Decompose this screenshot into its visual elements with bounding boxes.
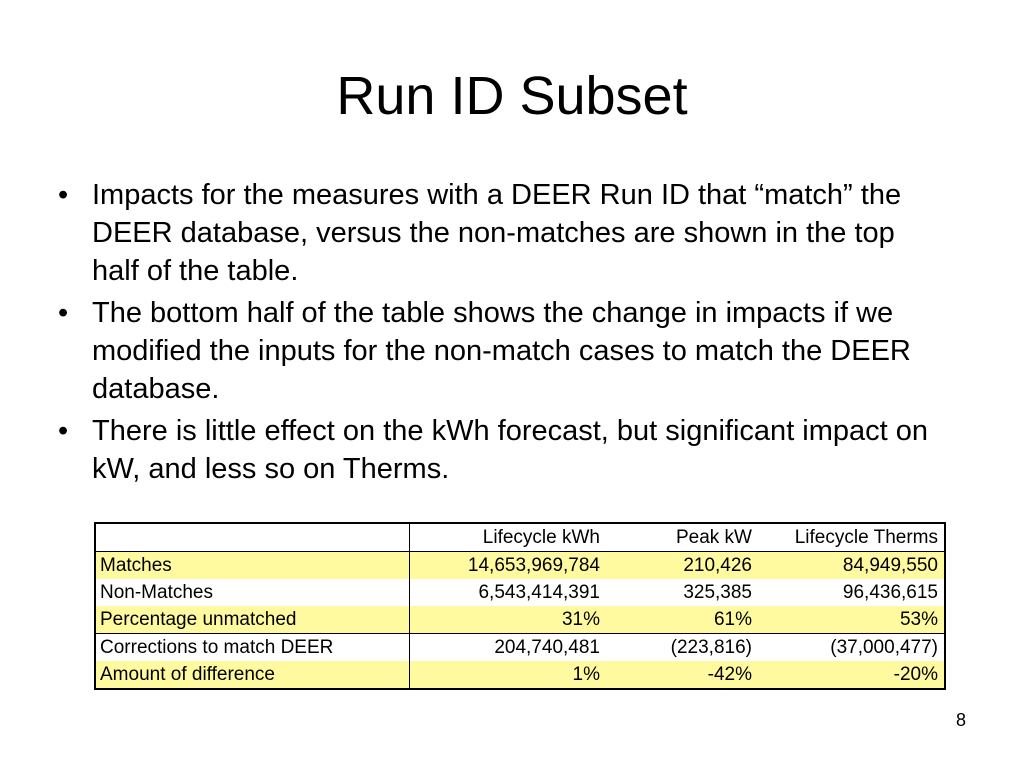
cell-kwh: 6,543,414,391: [478, 581, 600, 603]
bullet-item: [58, 294, 938, 408]
bullet-dot-icon: •: [58, 415, 69, 447]
cell-therms: -20%: [758, 661, 945, 689]
cell-kw: 325,385: [683, 581, 752, 603]
row-label: Non-Matches: [95, 579, 410, 606]
table-row: [95, 579, 945, 606]
cell-kwh: 1%: [410, 661, 609, 689]
row-label: Matches: [95, 552, 410, 580]
header-cell-label: [95, 523, 410, 552]
slide-title: Run ID Subset: [336, 66, 688, 126]
header-cell-kw: Peak kW: [608, 523, 758, 552]
row-label: Amount of difference: [95, 661, 410, 689]
bullet-dot-icon: •: [58, 297, 69, 329]
table-row: [95, 606, 945, 634]
bullet-item: [58, 176, 938, 290]
bullet-dot-icon: •: [58, 179, 69, 211]
bullet-item: [58, 412, 938, 488]
cell-kw: 61%: [608, 606, 758, 634]
cell-kw: (223,816): [608, 634, 758, 662]
table-row: [95, 634, 945, 662]
header-cell-kwh: Lifecycle kWh: [410, 523, 609, 552]
page-number: 8: [955, 710, 966, 730]
cell-therms: 84,949,550: [758, 552, 945, 580]
table-row: [95, 661, 945, 689]
bullet-list: [58, 176, 938, 492]
bullet-text: Impacts for the measures with a DEER Run ID that “match” the DEER database, versus the non-matches are shown in the top half of the table.: [92, 179, 902, 287]
cell-therms: 53%: [758, 606, 945, 634]
row-label: Percentage unmatched: [95, 606, 410, 634]
cell-therms: (37,000,477): [758, 634, 945, 662]
cell-kw: 210,426: [608, 552, 758, 580]
cell-kwh: 14,653,969,784: [410, 552, 609, 580]
bullet-text: There is little effect on the kWh forecast, but significant impact on kW, and less so on Therms.: [92, 415, 929, 485]
row-label: Corrections to match DEER: [95, 634, 410, 662]
cell-therms: 96,436,615: [842, 581, 938, 603]
impacts-table: [94, 522, 946, 690]
bullet-text: The bottom half of the table shows the change in impacts if we modified the inputs for the non-match cases to match the DEER database.: [92, 297, 911, 405]
cell-kwh: 204,740,481: [410, 634, 609, 662]
cell-kwh: 31%: [410, 606, 609, 634]
cell-kw: -42%: [608, 661, 758, 689]
header-cell-therms: Lifecycle Therms: [758, 523, 945, 552]
table-row: [95, 552, 945, 580]
table-header-row: [95, 523, 945, 552]
